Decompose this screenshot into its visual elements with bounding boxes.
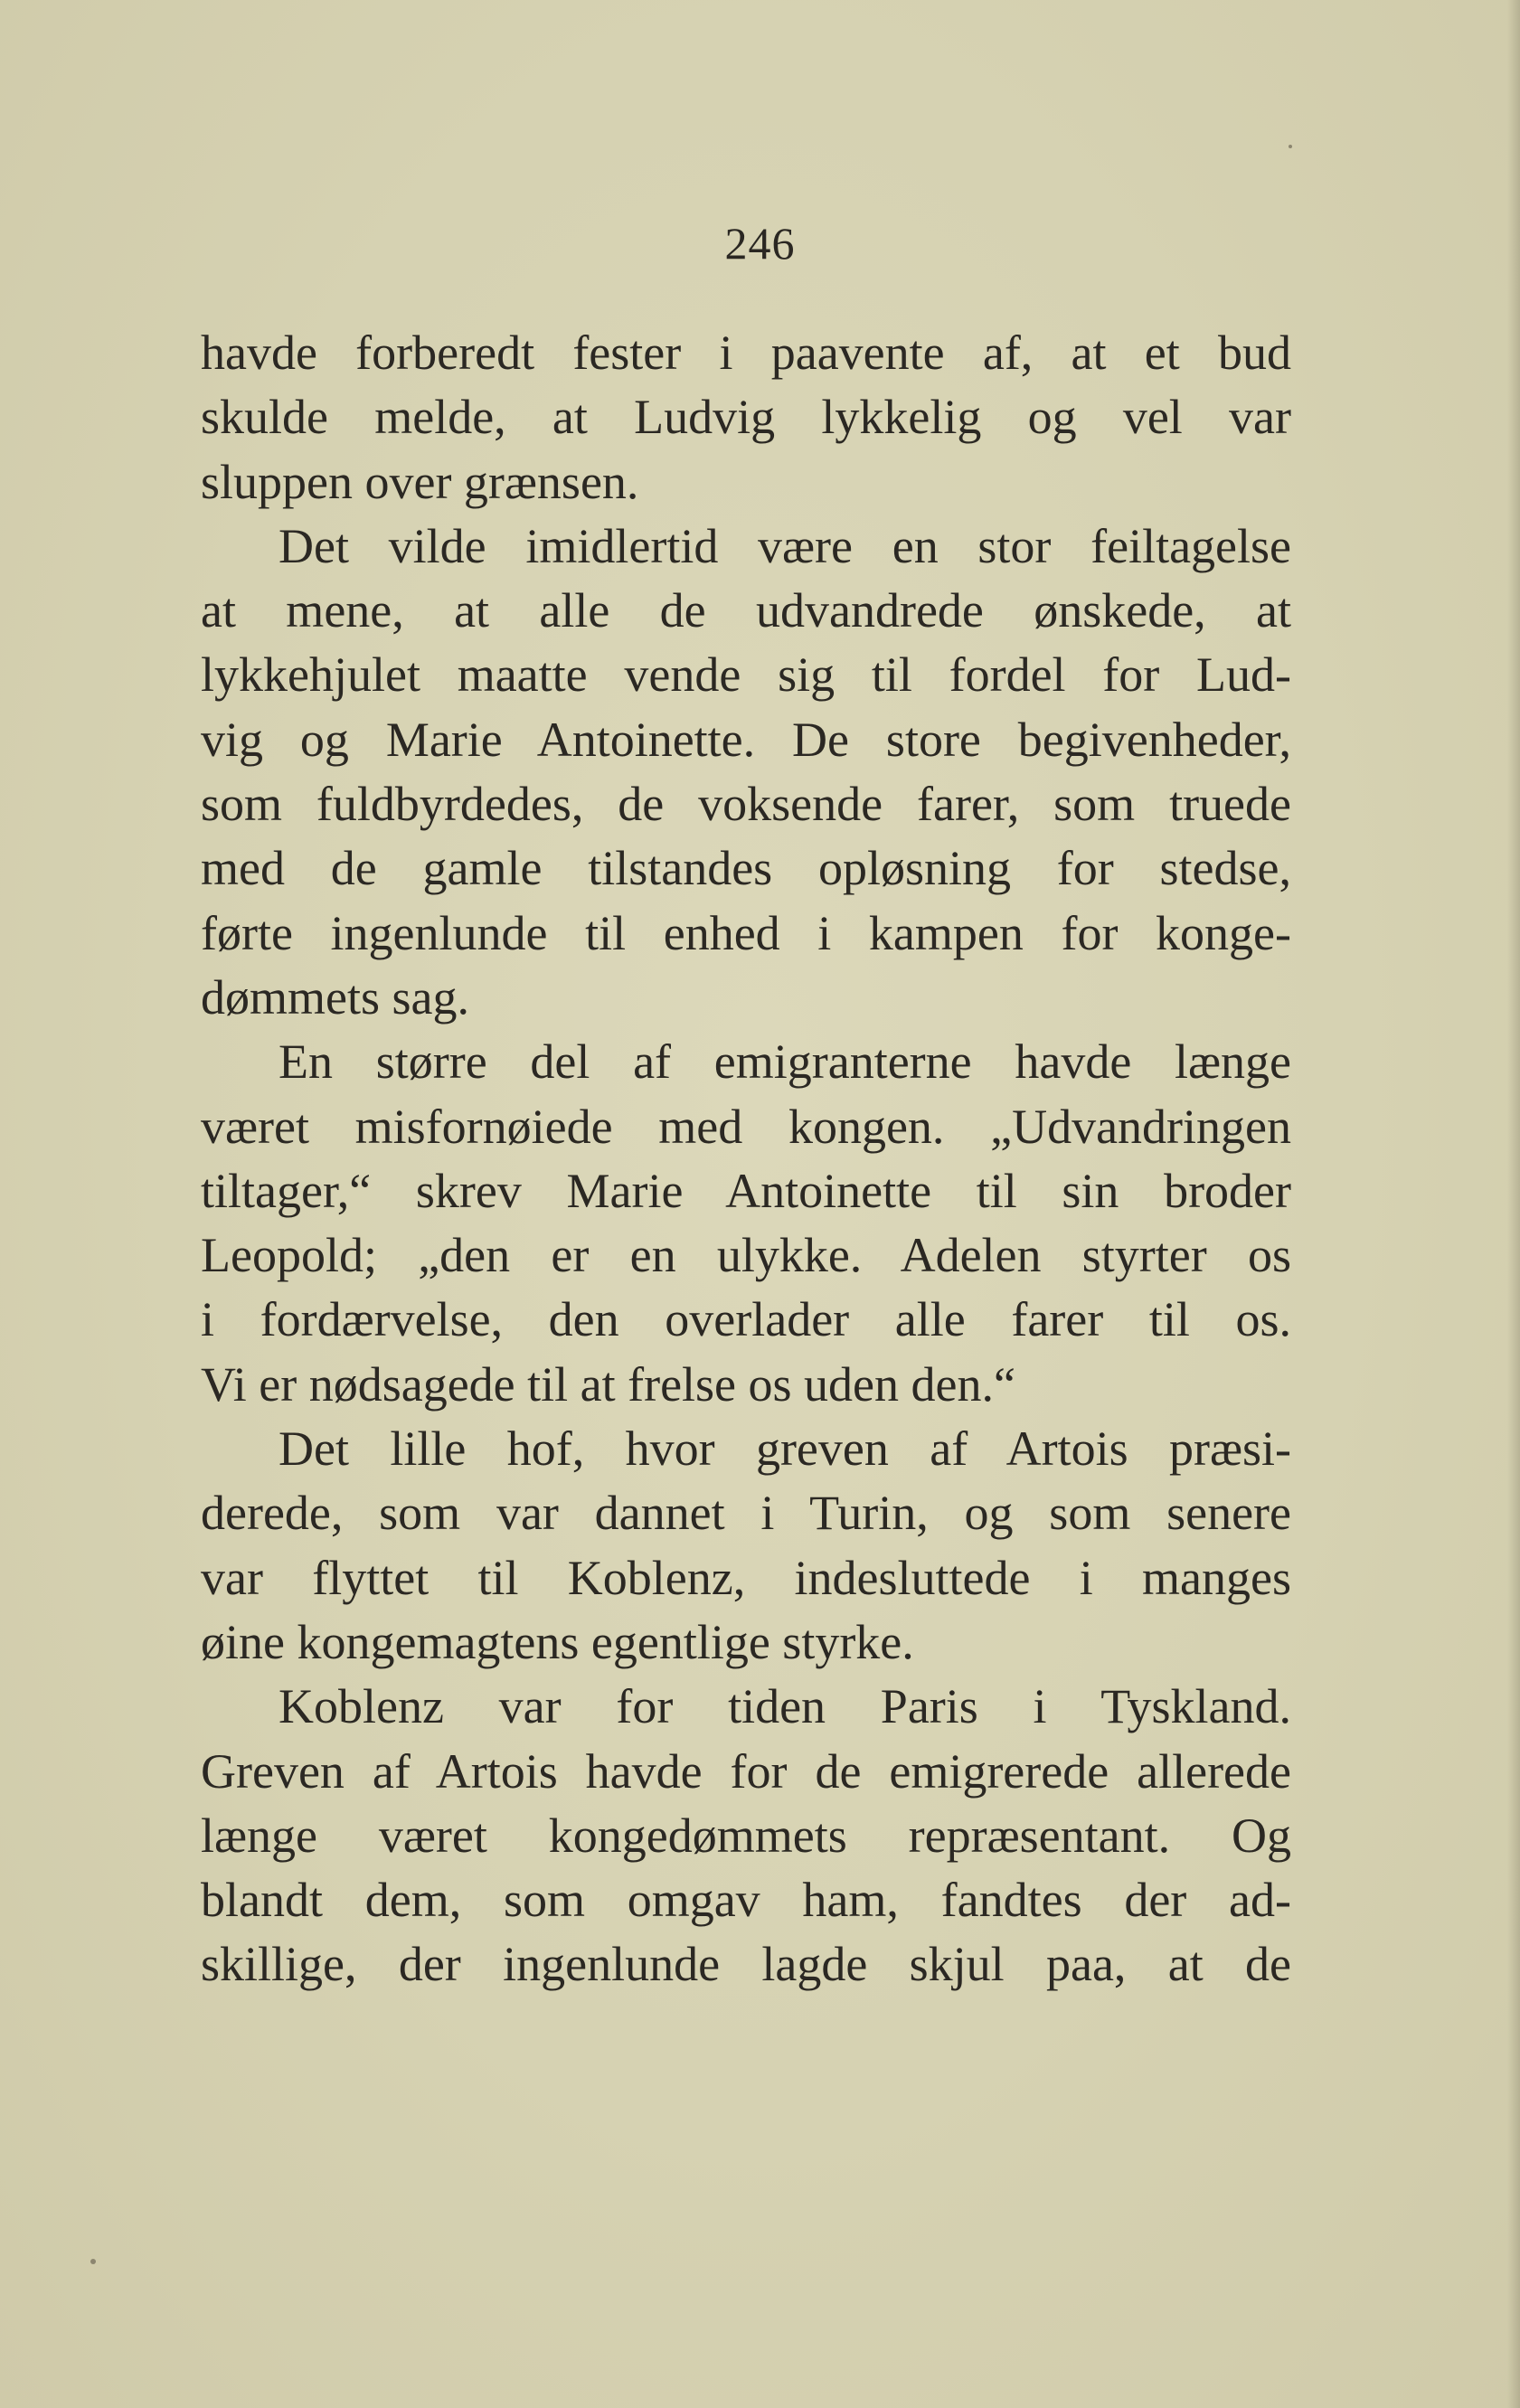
text-line: vig og Marie Antoinette. De store begivenheder,: [201, 712, 1291, 767]
text-line: var flyttet til Koblenz, indesluttede i manges: [201, 1550, 1291, 1605]
text-line: tiltager,“ skrev Marie Antoinette til sin broder: [201, 1163, 1291, 1218]
page-edge-shadow: [1507, 0, 1520, 2408]
text-line: skulde melde, at Ludvig lykkelig og vel var: [201, 390, 1291, 445]
text-line: Det lille hof, hvor greven af Artois præsi-: [279, 1421, 1291, 1477]
text-line: Vi er nødsagede til at frelse os uden den.“: [201, 1356, 1015, 1412]
text-line: øine kongemagtens egentlige styrke.: [201, 1614, 914, 1669]
page-number: 246: [724, 218, 796, 269]
text-line: Det vilde imidlertid være en stor feiltagelse: [279, 518, 1291, 573]
text-line: En større del af emigranterne havde længe: [279, 1034, 1291, 1090]
text-line: havde forberedt fester i paavente af, at et bud: [201, 326, 1291, 380]
text-line: med de gamle tilstandes opløsning for stedse,: [201, 841, 1291, 896]
text-line: sluppen over grænsen.: [201, 454, 639, 509]
text-line: blandt dem, som omgav ham, fandtes der ad-: [201, 1873, 1291, 1928]
text-line: som fuldbyrdedes, de voksende farer, som truede: [201, 777, 1291, 832]
body-text: [201, 321, 1291, 1997]
text-line: derede, som var dannet i Turin, og som senere: [201, 1486, 1291, 1541]
paper-speck: [1289, 145, 1292, 148]
text-line: været misfornøiede med kongen. „Udvandringen: [201, 1099, 1291, 1154]
text-line: Leopold; „den er en ulykke. Adelen styrter os: [201, 1228, 1291, 1283]
text-line: at mene, at alle de udvandrede ønskede, at: [201, 583, 1291, 638]
text-line: dømmets sag.: [201, 969, 469, 1025]
text-line: Koblenz var for tiden Paris i Tyskland.: [279, 1679, 1291, 1734]
text-line: længe været kongedømmets repræsentant. Og: [201, 1808, 1291, 1863]
text-line: i fordærvelse, den overlader alle farer til os.: [201, 1292, 1291, 1347]
paper-speck: [90, 2259, 96, 2264]
text-line: skillige, der ingenlunde lagde skjul paa, at de: [201, 1937, 1291, 1992]
text-line: lykkehjulet maatte vende sig til fordel for Lud-: [201, 647, 1291, 703]
text-line: førte ingenlunde til enhed i kampen for konge-: [201, 905, 1291, 960]
text-line: Greven af Artois havde for de emigrerede allerede: [201, 1743, 1291, 1799]
